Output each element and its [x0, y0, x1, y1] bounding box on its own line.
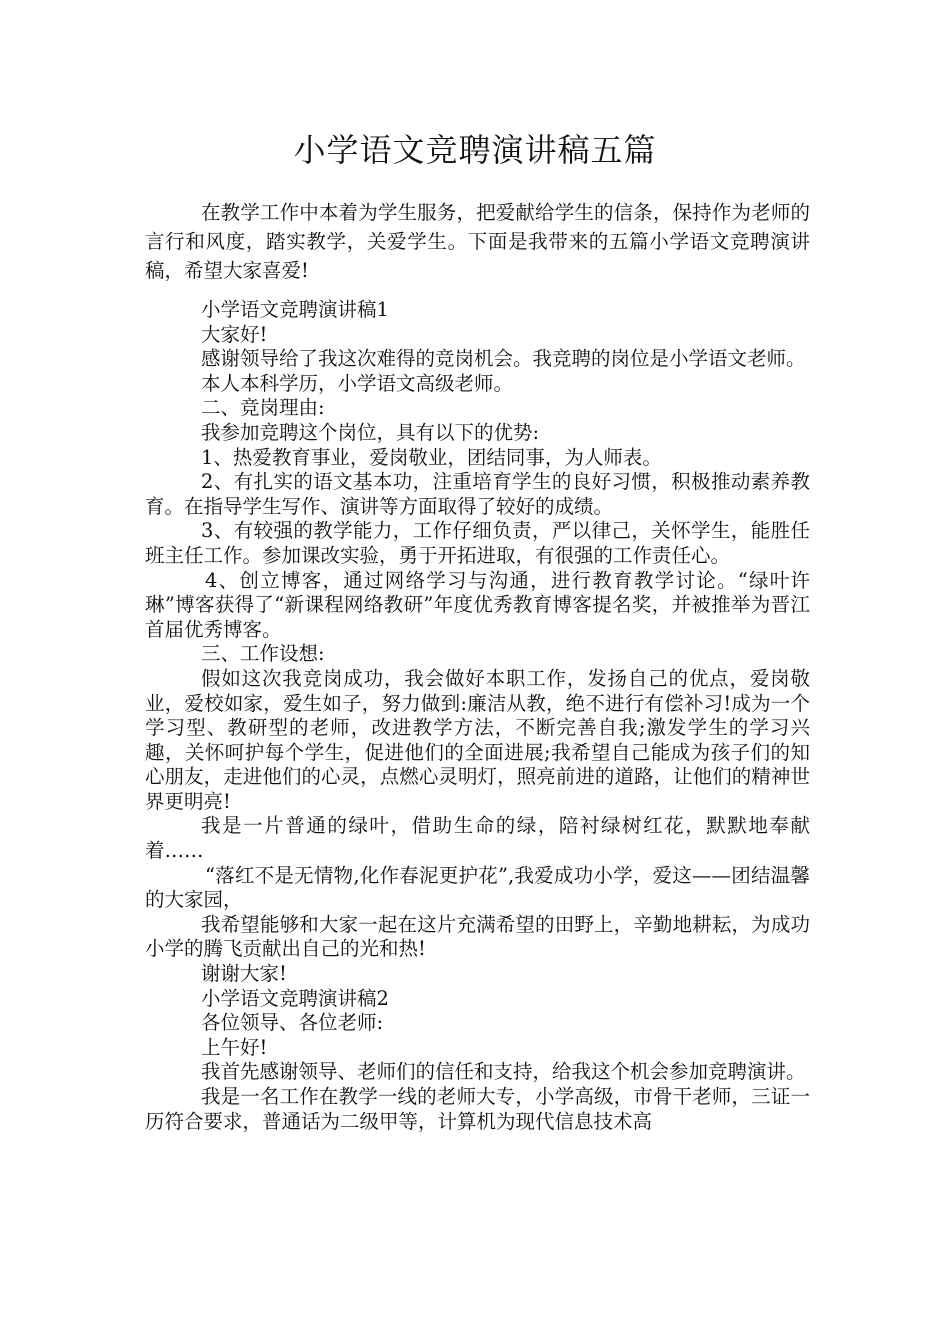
- section-heading-speech-2: 小学语文竞聘演讲稿2: [201, 986, 389, 1010]
- paragraph: 我参加竞聘这个岗位，具有以下的优势:: [201, 420, 540, 444]
- list-item: 1、热爱教育事业，爱岗敬业，团结同事，为人师表。: [201, 445, 662, 469]
- subheading: 三、工作设想:: [201, 642, 325, 666]
- paragraph: 大家好!: [201, 322, 268, 346]
- subheading: 二、竞岗理由:: [201, 396, 325, 420]
- paragraph: 本人本科学历，小学语文高级老师。: [201, 371, 514, 395]
- paragraph: 我是一名工作在教学一线的老师大专，小学高级，市骨干老师，三证一历符合要求，普通话为二级甲等，计算机为现代信息技术高: [145, 1085, 810, 1133]
- intro-paragraph: 在教学工作中本着为学生服务，把爱献给学生的信条，保持作为老师的言行和风度，踏实教学，关爱学生。下面是我带来的五篇小学语文竞聘演讲稿，希望大家喜爱!: [145, 201, 810, 282]
- paragraph: 我首先感谢领导、老师们的信任和支持，给我这个机会参加竞聘演讲。: [201, 1060, 806, 1084]
- paragraph: 假如这次我竞岗成功，我会做好本职工作，发扬自己的优点，爱岗敬业，爱校如家，爱生如子，努力做到:廉洁从教，绝不进行有偿补习!成为一个学习型、教研型的老师，改进教学方法，不断完善自我;激发学生的学习兴趣，关怀呵护每个学生，促进他们的全面进展;我希望自己能成为孩子们的知心朋友，走进他们的心灵，点燃心灵明灯，照亮前进的道路，让他们的精神世界更明亮!: [145, 666, 810, 813]
- paragraph: 我是一片普通的绿叶，借助生命的绿，陪衬绿树红花，默默地奉献着……: [145, 814, 810, 863]
- document-body: [145, 298, 810, 1134]
- paragraph: 我希望能够和大家一起在这片充满希望的田野上，辛勤地耕耘，为成功小学的腾飞贡献出自己的光和热!: [145, 912, 810, 961]
- list-item: 2、有扎实的语文基本功，注重培育学生的良好习惯，积极推动素养教育。在指导学生写作、演讲等方面取得了较好的成绩。: [145, 470, 810, 518]
- paragraph: 上午好!: [201, 1035, 268, 1059]
- paragraph: 各位领导、各位老师:: [201, 1011, 384, 1035]
- paragraph: 谢谢大家!: [201, 962, 287, 986]
- list-item: 3、有较强的教学能力，工作仔细负责，严以律己，关怀学生，能胜任班主任工作。参加课改实验，勇于开拓进取，有很强的工作责任心。: [145, 519, 810, 567]
- section-heading-speech-1: 小学语文竞聘演讲稿1: [201, 298, 389, 321]
- document-title: 小学语文竞聘演讲稿五篇: [293, 131, 657, 169]
- paragraph: 感谢领导给了我这次难得的竞岗机会。我竞聘的岗位是小学语文老师。: [201, 347, 806, 371]
- list-item: 4、创立博客，通过网络学习与沟通，进行教育教学讨论。“绿叶许琳”博客获得了“新课程网络教研”年度优秀教育博客提名奖，并被推举为晋江首届优秀博客。: [145, 568, 810, 641]
- paragraph: “落红不是无情物,化作春泥更护花”,我爱成功小学，爱这——团结温馨的大家园，: [145, 863, 810, 912]
